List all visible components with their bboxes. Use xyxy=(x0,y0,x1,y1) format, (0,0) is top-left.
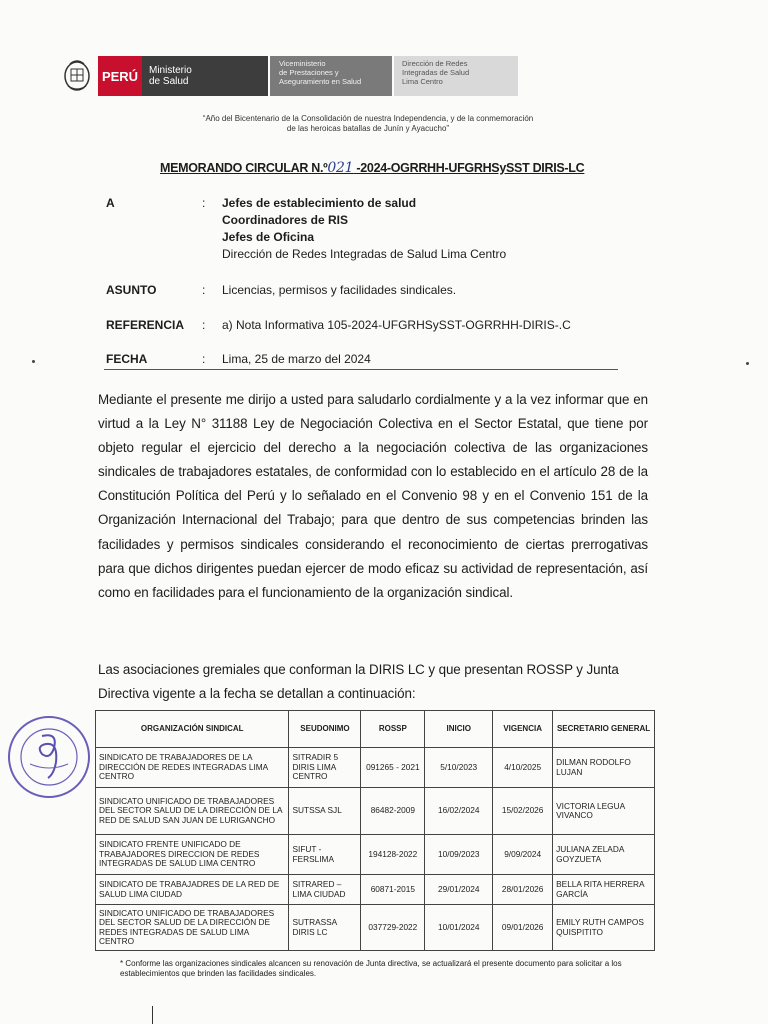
cell-inicio: 16/02/2024 xyxy=(425,788,493,835)
cell-secretario: VICTORIA LEGUA VIVANCO xyxy=(553,788,655,835)
cell-rossp: 091265 - 2021 xyxy=(361,748,425,788)
header-organizacion: ORGANIZACIÓN SINDICAL xyxy=(96,711,289,748)
cell-secretario: DILMAN RODOLFO LUJAN xyxy=(553,748,655,788)
peru-logo-block xyxy=(98,56,142,96)
cell-seudonimo: SITRADIR 5 DIRIS LIMA CENTRO xyxy=(289,748,361,788)
country-label: PERÚ xyxy=(101,68,139,84)
field-fecha-value: Lima, 25 de marzo del 2024 xyxy=(222,352,371,366)
cell-seudonimo: SIFUT - FERSLIMA xyxy=(289,835,361,875)
cell-secretario: JULIANA ZELADA GOYZUETA xyxy=(553,835,655,875)
field-asunto-value: Licencias, permisos y facilidades sindicales. xyxy=(222,283,457,297)
vice-ministry-line-1: Viceministerio xyxy=(279,59,326,68)
header-inicio: INICIO xyxy=(425,711,493,748)
field-referencia-value: a) Nota Informativa 105-2024-UFGRHSySST-OGRRHH-DIRIS-.C xyxy=(222,318,571,332)
year-motto xyxy=(150,114,586,134)
vice-ministry-block xyxy=(270,56,392,96)
memo-number: 021 xyxy=(327,160,354,176)
cell-vigencia: 4/10/2025 xyxy=(493,748,553,788)
cell-secretario: BELLA RITA HERRERA GARCÍA xyxy=(553,875,655,905)
recipient-3: Jefes de Oficina xyxy=(222,230,315,244)
table-header-row xyxy=(96,711,655,748)
cell-organizacion: SINDICATO FRENTE UNIFICADO DE TRABAJADORES DIRECCION DE REDES INTEGRADAS DE SALUD LIMA CENTRO xyxy=(96,835,289,875)
table-footnote: * Conforme las organizaciones sindicales alcancen su renovación de Junta directiva, se actualizará el presente documento para solicitar a los establecimientos que brinden las facilidades sindicales. xyxy=(120,959,622,978)
header-rossp: ROSSP xyxy=(361,711,425,748)
cell-secretario: EMILY RUTH CAMPOS QUISPITITO xyxy=(553,905,655,951)
header-secretario: SECRETARIO GENERAL xyxy=(553,711,655,748)
field-a-value xyxy=(222,195,506,263)
scan-speck xyxy=(32,360,35,363)
field-fecha-label: FECHA xyxy=(106,352,148,366)
recipient-4: Dirección de Redes Integradas de Salud Lima Centro xyxy=(222,247,507,261)
field-asunto-label: ASUNTO xyxy=(106,283,157,297)
peru-coat-of-arms-icon xyxy=(62,56,92,94)
motto-line-1: “Año del Bicentenario de la Consolidación de nuestra Independencia, y de la conmemoración xyxy=(202,114,534,123)
cell-vigencia: 15/02/2026 xyxy=(493,788,553,835)
field-referencia-colon: : xyxy=(202,318,206,332)
cell-inicio: 10/01/2024 xyxy=(425,905,493,951)
ministry-block xyxy=(142,56,268,96)
ministry-line-1: Ministerio xyxy=(149,65,192,76)
cell-seudonimo: SUTRASSA DIRIS LC xyxy=(289,905,361,951)
cell-organizacion: SINDICATO UNIFICADO DE TRABAJADORES DEL SECTOR SALUD DE LA DIRECCIÓN DE REDES INTEGRADAS DE SALUD LIMA CENTRO xyxy=(96,905,289,951)
cell-organizacion: SINDICATO UNIFICADO DE TRABAJADORES DEL SECTOR SALUD DE LA DIRECCIÓN DE LA RED DE SALUD SAN JUAN DE LURIGANCHO xyxy=(96,788,289,835)
body-paragraph-1: Mediante el presente me dirijo a usted para saludarlo cordialmente y a la vez informar que en virtud a la Ley N° 31188 Ley de Negociación Colectiva en el Sector Estatal, que tiene por objeto regular el ejercicio del derecho a la negociación colectiva de las organizaciones sindicales de trabajadores estatales, de conformidad con lo establecido en el artículo 28 de la Constitución Política del Perú y lo señalado en el Convenio 98 y en el Convenio 151 de la Organización Internacional del Trabajo; para que dentro de sus competencias brinden las facilidades y permisos sindicales considerando el reconocimiento de ciertas prerrogativas para que dichos dirigentes puedan ejercer de modo eficaz su actividad de representación, así como en facilidades para el funcionamiento de la organización sindical. xyxy=(98,392,648,600)
table-row xyxy=(96,748,655,788)
table-row xyxy=(96,905,655,951)
field-asunto-colon: : xyxy=(202,283,206,297)
ministry-line-2: de Salud xyxy=(149,76,189,87)
cell-vigencia: 09/01/2026 xyxy=(493,905,553,951)
union-organizations-table xyxy=(95,710,655,951)
cell-organizacion: SINDICATO DE TRABAJADRES DE LA RED DE SALUD LIMA CIUDAD xyxy=(96,875,289,905)
table-row xyxy=(96,835,655,875)
directorate-line-1: Dirección de Redes xyxy=(402,59,468,68)
recipient-2: Coordinadores de RIS xyxy=(222,213,349,227)
motto-line-2: de las heroicas batallas de Junín y Ayacucho” xyxy=(286,124,450,133)
directorate-line-3: Lima Centro xyxy=(402,77,443,86)
vice-ministry-line-3: Aseguramiento en Salud xyxy=(279,77,362,86)
cell-seudonimo: SUTSSA SJL xyxy=(289,788,361,835)
cell-vigencia: 28/01/2026 xyxy=(493,875,553,905)
cell-rossp: 194128-2022 xyxy=(361,835,425,875)
cell-rossp: 037729-2022 xyxy=(361,905,425,951)
cell-inicio: 29/01/2024 xyxy=(425,875,493,905)
memo-title-prefix: MEMORANDO CIRCULAR N.º xyxy=(160,161,328,175)
fecha-divider xyxy=(104,369,618,370)
directorate-block xyxy=(394,56,518,96)
official-seal-stamp xyxy=(6,714,92,800)
field-a-colon: : xyxy=(202,196,206,210)
cell-seudonimo: SITRARED – LIMA CIUDAD xyxy=(289,875,361,905)
recipient-1: Jefes de establecimiento de salud xyxy=(222,196,417,210)
field-a-label: A xyxy=(106,196,115,210)
field-referencia-label: REFERENCIA xyxy=(106,318,185,332)
vice-ministry-line-2: de Prestaciones y xyxy=(279,68,339,77)
table-row xyxy=(96,875,655,905)
cell-inicio: 5/10/2023 xyxy=(425,748,493,788)
field-fecha-colon: : xyxy=(202,352,206,366)
header-vigencia: VIGENCIA xyxy=(493,711,553,748)
table-row xyxy=(96,788,655,835)
body-paragraph-2: Las asociaciones gremiales que conforman la DIRIS LC y que presentan ROSSP y Junta Directiva vigente a la fecha se detallan a continuación: xyxy=(98,662,619,702)
scan-speck xyxy=(746,362,749,365)
directorate-line-2: Integradas de Salud xyxy=(402,68,470,77)
cell-organizacion: SINDICATO DE TRABAJADORES DE LA DIRECCIÓN DE REDES INTEGRADAS LIMA CENTRO xyxy=(96,748,289,788)
memo-title xyxy=(160,160,584,176)
header-seudonimo: SEUDONIMO xyxy=(289,711,361,748)
cell-rossp: 60871-2015 xyxy=(361,875,425,905)
cell-inicio: 10/09/2023 xyxy=(425,835,493,875)
margin-mark xyxy=(152,1006,153,1024)
cell-rossp: 86482-2009 xyxy=(361,788,425,835)
cell-vigencia: 9/09/2024 xyxy=(493,835,553,875)
memo-title-suffix: -2024-OGRRHH-UFGRHSySST DIRIS-LC xyxy=(356,161,585,175)
